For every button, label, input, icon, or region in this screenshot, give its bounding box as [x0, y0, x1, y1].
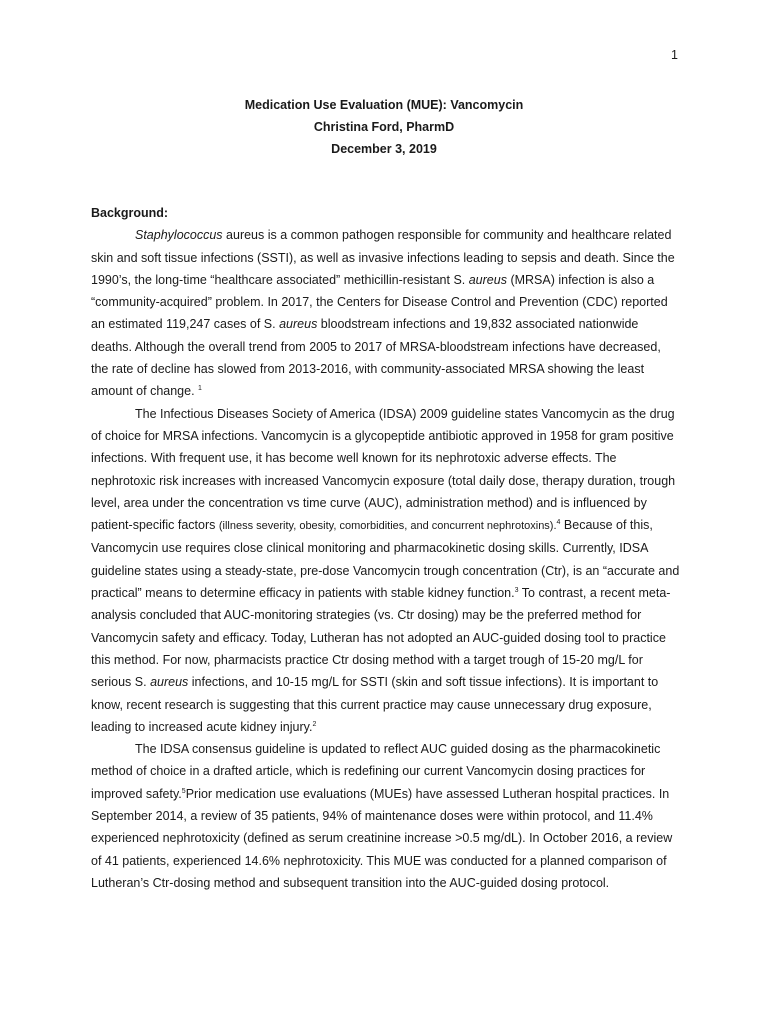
p3-text-b: Prior medication use evaluations (MUEs) have assessed Lutheran hospital practices. In September 2014, a review of 35 patients, 94% of maintenance doses were within protocol, and 11.4% experienced nephrotoxicity (defined as serum creatinine increase >0.5 mg/dL). In October 2016, a review of 41 patients, experienced 14.6% nephrotoxicity. This MUE was conducted for a planned comparison of Lutheran’s Ctr-dosing method and subsequent transition into the AUC-guided dosing protocol.	[91, 786, 673, 890]
document-body	[91, 202, 681, 894]
p2-text-b: Because of this, Vancomycin use requires close clinical monitoring and pharmacokinetic dosing skills. Currently, IDSA guideline states using a steady-state, pre-dose Vancomycin trough concentration (Ctr), is an “accurate and practical” means to determine efficacy in patients with stable kidney function.	[91, 518, 680, 601]
page-number: 1	[671, 48, 678, 62]
paragraph-3	[91, 738, 681, 894]
p2-text-a: The Infectious Diseases Society of America (IDSA) 2009 guideline states Vancomycin as the drug of choice for MRSA infections. Vancomycin is a glycopeptide antibiotic approved in 1958 for gram positive infections. With frequent use, it has become well known for its nephrotoxic adverse effects. The nephrotoxic risk increases with increased Vancomycin exposure (total daily dose, therapy duration, trough level, area under the concentration vs time curve (AUC), administration method) and is influenced by patient-specific factors	[91, 406, 676, 533]
p1-italic-1: Staphylococcus	[135, 228, 223, 243]
date-line: December 3, 2019	[331, 142, 437, 156]
p2-citation-2: 2	[312, 720, 317, 728]
paragraph-1	[91, 224, 681, 402]
document-title: Medication Use Evaluation (MUE): Vancomycin	[244, 98, 524, 112]
author-line: Christina Ford, PharmD	[313, 120, 455, 134]
paragraph-2	[91, 403, 681, 738]
p2-small-text: (illness severity, obesity, comorbidities, and concurrent nephrotoxins).	[218, 520, 557, 533]
p1-text-3: bloodstream infections and 19,832 associated nationwide deaths. Although the overall trend from 2005 to 2017 of MRSA-bloodstream infections have decreased, the rate of decline has slowed from 2013-2016, with community-associated MRSA showing the least amount of change.	[91, 317, 661, 399]
document-header	[0, 94, 768, 160]
p1-citation-1: 1	[198, 385, 202, 393]
p1-text-1: aureus is a common pathogen responsible for community and healthcare related skin and soft tissue infections (SSTI), as well as invasive infections leading to sepsis and death. Since the 1990’s, the long-time “healthcare associated” methicillin-resistant S.	[91, 228, 675, 287]
p2-text-c: To contrast, a recent meta-analysis concluded that AUC-monitoring strategies (vs. Ctr dosing) may be the preferred method for Vancomycin safety and efficacy. Today, Lutheran has not adopted an AUC-guided dosing tool to practice this method. For now, pharmacists practice Ctr dosing method with a target trough of 15-20 mg/L for serious S.	[91, 586, 671, 690]
p3-citation-5: 5	[181, 787, 186, 795]
p2-citation-3: 3	[514, 586, 519, 594]
p2-text-d: infections, and 10-15 mg/L for SSTI (skin and soft tissue infections). It is important to know, recent research is suggesting that this current practice may cause unnecessary drug exposure, leading to increased acute kidney injury.	[91, 675, 659, 734]
section-heading-background: Background:	[91, 206, 169, 220]
p3-text-a: The IDSA consensus guideline is updated to reflect AUC guided dosing as the pharmacokinetic method of choice in a drafted article, which is redefining our current Vancomycin dosing practices for improved safety.	[91, 742, 661, 801]
p1-italic-2: aureus	[468, 272, 507, 287]
p2-citation-4: 4	[556, 519, 561, 526]
p1-text-2: (MRSA) infection is also a “community-acquired” problem. In 2017, the Centers for Disease Control and Prevention (CDC) reported an estimated 119,247 cases of S.	[91, 272, 668, 332]
p1-italic-3: aureus	[279, 317, 318, 332]
p2-italic: aureus	[150, 675, 189, 690]
